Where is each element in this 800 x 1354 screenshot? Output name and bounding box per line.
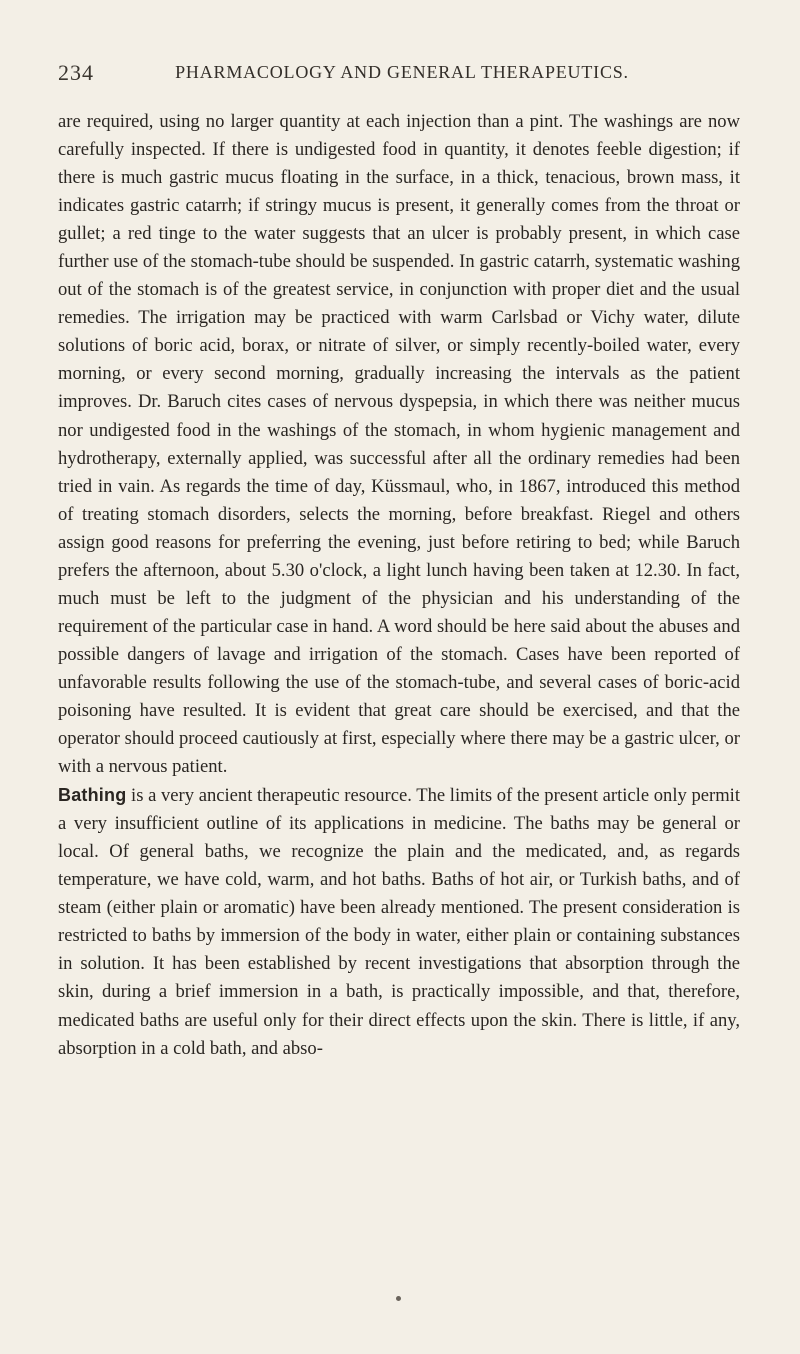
paragraph-lavage: are required, using no larger quantity at each injection than a pint. The washings are now carefully inspected. If there is undigested food in quantity, it denotes feeble digestion; if there is much gastric mucus floating in the surface, in a thick, tenacious, brown mass, it indicates gastric catarrh; if stringy mucus is present, it generally comes from the throat or gullet; a red tinge to the water suggests that an ulcer is probably present, in which case further use of the stomach-tube should be suspended. In gastric catarrh, systematic washing out of the stomach is of the greatest service, in conjunction with proper diet and the usual remedies. The irrigation may be practiced with warm Carlsbad or Vichy water, dilute solutions of boric acid, borax, or nitrate of silver, or simply recently-boiled water, every morning, or every second morning, gradually increasing the intervals as the patient improves. Dr. Baruch cites cases of nervous dyspepsia, in which there was neither mucus nor undigested food in the washings of the stomach, in whom hygienic management and hydrotherapy, externally applied, was successful after all the ordinary remedies had been tried in vain. As regards the time of day, Küssmaul, who, in 1867, introduced this method of treating stomach disorders, selects the morning, before breakfast. Riegel and others assign good reasons for preferring the evening, just before retiring to bed; while Baruch prefers the afternoon, about 5.30 o'clock, a light lunch having been taken at 12.30. In fact, much must be left to the judgment of the physician and his understanding of the requirement of the particular case in hand. A word should be here said about the abuses and possible dangers of lavage and irrigation of the stomach. Cases have been reported of unfavorable results following the use of the stomach-tube, and several cases of boric-acid poisoning have resulted. It is evident that great care should be exercised, and that the operator should proceed cautiously at first, especially where there may be a gastric ulcer, or with a nervous patient. — [58, 111, 740, 778]
section-heading-bathing: Bathing — [58, 785, 127, 806]
running-title: PHARMACOLOGY AND GENERAL THERAPEUTICS. — [175, 62, 629, 82]
paragraph-bathing — [58, 781, 740, 1062]
page-number: 234 — [58, 60, 94, 85]
paragraph-bathing-text: is a very ancient therapeutic resource. The limits of the present article only permit a very insufficient outline of its applications in medicine. The baths may be general or local. Of general baths, we recognize the plain and the medicated, and, as regards temperature, we have cold, warm, and hot baths. Baths of hot air, or Turkish baths, and of steam (either plain or aromatic) have been already mentioned. The present consideration is restricted to baths by immersion of the body in water, either plain or containing substances in solution. It has been established by recent investigations that absorption through the skin, during a brief immersion in a bath, is practically impossible, and that, therefore, medicated baths are useful only for their direct effects upon the skin. There is little, if any, absorption in a cold bath, and abso- — [58, 785, 740, 1059]
body-text — [58, 108, 740, 1063]
printer-mark-dot — [396, 1296, 401, 1301]
